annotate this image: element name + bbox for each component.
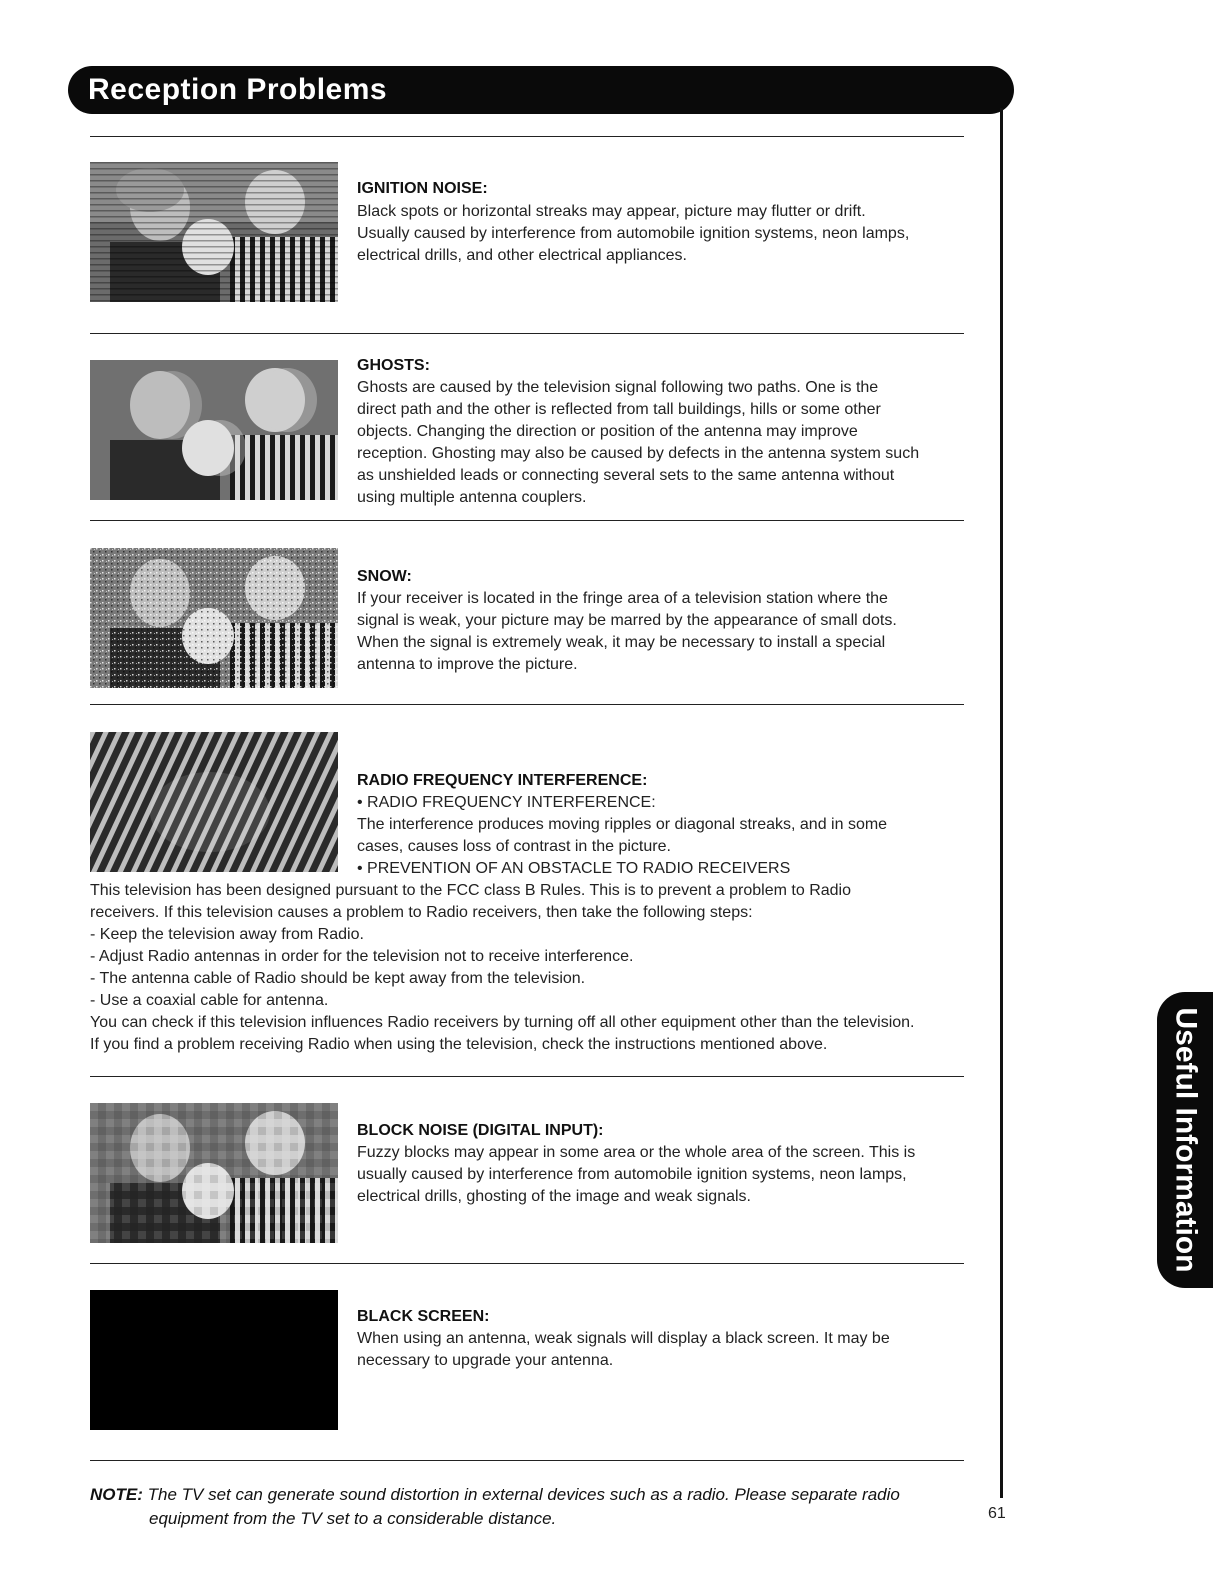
section-body-ignition-noise (357, 201, 967, 267)
divider (90, 333, 964, 334)
section-title-black-screen: BLACK SCREEN: (357, 1308, 490, 1325)
black-screen-example-image (90, 1290, 338, 1430)
body-line: receivers. If this television causes a problem to Radio receivers, then take the following steps: (90, 904, 753, 921)
section-title-snow: SNOW: (357, 568, 412, 585)
body-line: Fuzzy blocks may appear in some area or the whole area of the screen. This is (357, 1144, 916, 1161)
divider (90, 136, 964, 137)
body-line: - The antenna cable of Radio should be kept away from the television. (90, 970, 586, 987)
snow-example-image (90, 548, 338, 688)
radio-interference-example-image (90, 732, 338, 872)
section-body-radio-interference (357, 792, 967, 880)
block-noise-example-image (90, 1103, 338, 1243)
body-line: - Adjust Radio antennas in order for the television not to receive interference. (90, 948, 634, 965)
divider (90, 1076, 964, 1077)
body-line: electrical drills, and other electrical appliances. (357, 247, 687, 264)
note-line-2: equipment from the TV set to a considerable distance. (149, 1509, 557, 1528)
body-line: If your receiver is located in the fringe area of a television station where the (357, 590, 888, 607)
page-vertical-rule (1000, 108, 1003, 1498)
divider (90, 520, 964, 521)
divider (90, 704, 964, 705)
section-title-radio-interference: RADIO FREQUENCY INTERFERENCE: (357, 772, 648, 789)
body-line: signal is weak, your picture may be marred by the appearance of small dots. (357, 612, 897, 629)
body-line: - Keep the television away from Radio. (90, 926, 364, 943)
body-line: as unshielded leads or connecting several sets to the same antenna without (357, 467, 895, 484)
section-body-ghosts (357, 377, 967, 509)
section-body-black-screen (357, 1328, 967, 1372)
body-line: • PREVENTION OF AN OBSTACLE TO RADIO RECEIVERS (357, 860, 791, 877)
body-line: This television has been designed pursuant to the FCC class B Rules. This is to prevent a problem to Radio (90, 882, 851, 899)
divider (90, 1263, 964, 1264)
body-line: When using an antenna, weak signals will display a black screen. It may be (357, 1330, 890, 1347)
body-line: reception. Ghosting may also be caused by defects in the antenna system such (357, 445, 920, 462)
body-line: usually caused by interference from automobile ignition systems, neon lamps, (357, 1166, 907, 1183)
page-number: 61 (988, 1505, 1006, 1522)
body-line: The interference produces moving ripples or diagonal streaks, and in some (357, 816, 888, 833)
body-line: using multiple antenna couplers. (357, 489, 587, 506)
body-line: You can check if this television influences Radio receivers by turning off all other equipment other than the television. (90, 1014, 915, 1031)
page-title: Reception Problems (88, 73, 388, 106)
body-line: • RADIO FREQUENCY INTERFERENCE: (357, 794, 656, 811)
body-line: Black spots or horizontal streaks may appear, picture may flutter or drift. (357, 203, 866, 220)
body-line: objects. Changing the direction or position of the antenna may improve (357, 423, 858, 440)
ghosts-example-image (90, 360, 338, 500)
body-line: Usually caused by interference from automobile ignition systems, neon lamps, (357, 225, 910, 242)
divider (90, 1460, 964, 1461)
side-tab-label: Useful Information (1169, 1007, 1203, 1273)
section-title-ghosts: GHOSTS: (357, 357, 430, 374)
radio-prevention-text (90, 880, 970, 1056)
body-line: electrical drills, ghosting of the image and weak signals. (357, 1188, 751, 1205)
section-title-block-noise: BLOCK NOISE (DIGITAL INPUT): (357, 1122, 604, 1139)
body-line: - Use a coaxial cable for antenna. (90, 992, 329, 1009)
body-line: When the signal is extremely weak, it may be necessary to install a special (357, 634, 886, 651)
note-label: NOTE: (90, 1485, 143, 1504)
footer-note (90, 1483, 970, 1531)
section-title-ignition-noise: IGNITION NOISE: (357, 180, 488, 197)
note-line-1: The TV set can generate sound distortion in external devices such as a radio. Please separate radio (142, 1485, 900, 1504)
ignition-noise-example-image (90, 162, 338, 302)
side-tab-label-wrap (1157, 992, 1213, 1288)
body-line: antenna to improve the picture. (357, 656, 578, 673)
section-body-snow (357, 588, 967, 676)
section-body-block-noise (357, 1142, 967, 1208)
body-line: If you find a problem receiving Radio when using the television, check the instructions mentioned above. (90, 1036, 828, 1053)
body-line: necessary to upgrade your antenna. (357, 1352, 614, 1369)
body-line: Ghosts are caused by the television signal following two paths. One is the (357, 379, 879, 396)
body-line: direct path and the other is reflected from tall buildings, hills or some other (357, 401, 881, 418)
body-line: cases, causes loss of contrast in the picture. (357, 838, 671, 855)
